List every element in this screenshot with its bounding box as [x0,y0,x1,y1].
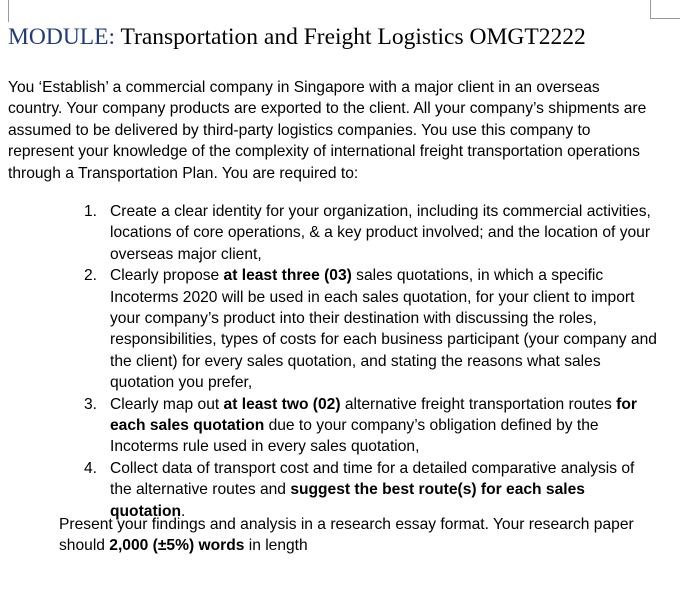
word-count: 2,000 (±5%) words [109,537,245,555]
closing-paragraph [59,514,659,557]
task-item-1 [84,201,659,265]
task-emphasis: at least three (03) [223,267,352,285]
module-title [8,24,586,51]
task-text: alternative freight transportation routes [340,395,617,413]
task-number: 2. [84,267,98,285]
task-list [84,201,659,522]
task-number: 4. [84,459,98,477]
crop-mark-top-left [8,0,9,22]
task-emphasis: for each sales quotation [110,395,637,435]
task-item-3 [84,394,659,458]
module-name: Transportation and Freight Logistics OMGT2222 [120,24,586,50]
task-text: . [181,502,186,520]
task-item-4 [84,458,659,522]
task-text: due to your company’s obligation defined by the Incoterms rule used in every sales quotation, [110,417,599,456]
task-text: sales quotations, in which a specific Incoterms 2020 will be used in each sales quotation, for your client to import your company’s product into their destination with discussing the roles, responsibilities, types of costs for each business participant (your company and the client) for every sales quotation, and stating the reasons what sales quotation you prefer, [110,267,657,392]
closing-text: Present your findings and analysis in a research essay format. Your research paper should [59,516,634,555]
task-number: 3. [84,395,98,413]
intro-paragraph: You ‘Establish’ a commercial company in Singapore with a major client in an overseas country. Your company products are exported to the client. All your company’s shipments are assumed to be delivered by third-party logistics companies. You use this company to represent your knowledge of the complexity of international freight transportation operations through a Transportation Plan. You are required to: [8,79,647,182]
closing-text-end: in length [244,537,308,555]
task-number: 1. [84,203,98,220]
task-text: Create a clear identity for your organization, including its commercial activities, locations of core operations, & a key product involved; and the location of your overseas major client, [110,203,651,263]
task-text: Clearly map out [110,395,224,413]
crop-mark-top-right-horizontal [650,18,680,19]
task-text: Clearly propose [110,267,224,285]
module-label: MODULE: [8,24,116,50]
task-item-2 [84,265,659,393]
crop-mark-top-right-vertical [650,0,651,18]
task-emphasis: suggest the best route(s) for each sales quotation [110,481,585,520]
task-emphasis: at least two (02) [223,395,341,413]
task-text: Collect data of transport cost and time for a detailed comparative analysis of the alternative routes and [110,459,635,499]
